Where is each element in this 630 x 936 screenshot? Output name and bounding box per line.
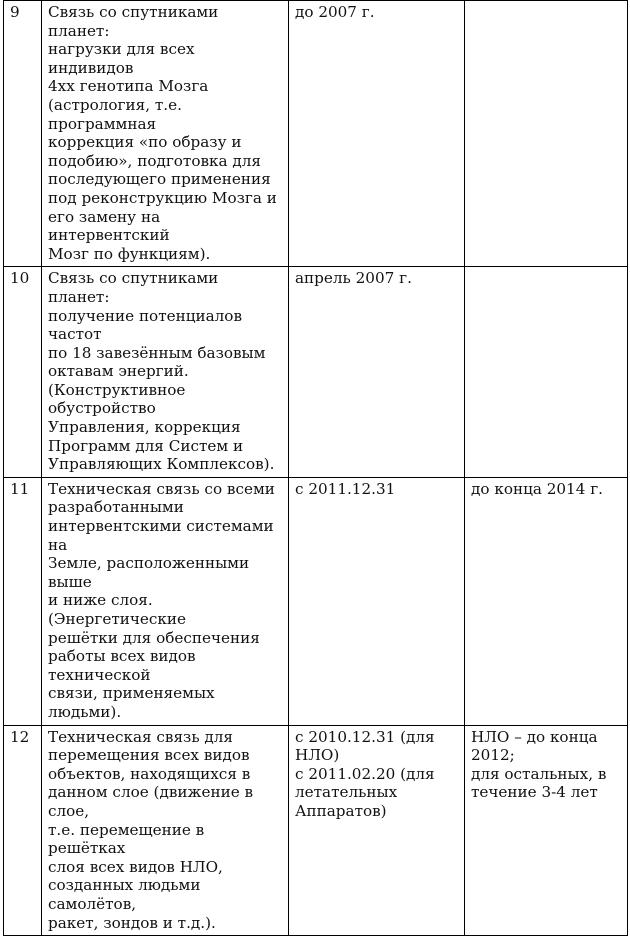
row-start-date: с 2010.12.31 (для НЛО) с 2011.02.20 (для летательных Аппаратов): [289, 725, 465, 936]
table-row: [4, 267, 628, 478]
row-number: 10: [4, 267, 42, 478]
row-number: 11: [4, 477, 42, 725]
schedule-table: [3, 0, 628, 936]
row-end-date: до конца 2014 г.: [465, 477, 628, 725]
table-row: [4, 725, 628, 936]
row-description: Техническая связь для перемещения всех видов объектов, находящихся в данном слое (движение в слое, т.е. перемещение в решётках слоя всех видов НЛО, созданных людьми самолётов, ракет, зондов и т.д.).: [42, 725, 289, 936]
row-start-date: апрель 2007 г.: [289, 267, 465, 478]
row-end-date: [465, 267, 628, 478]
table-row: [4, 1, 628, 267]
row-description: Техническая связь со всеми разработанными интервентскими системами на Земле, расположенными выше и ниже слоя. (Энергетические решётки для обеспечения работы всех видов технической связи, применяемых людьми).: [42, 477, 289, 725]
row-start-date: с 2011.12.31: [289, 477, 465, 725]
row-description: Связь со спутниками планет: нагрузки для всех индивидов 4хх генотипа Мозга (астрология, т.е. программная коррекция «по образу и подобию», подготовка для последующего применения под реконструкцию Мозга и его замену на интервентский Мозг по функциям).: [42, 1, 289, 267]
row-start-date: до 2007 г.: [289, 1, 465, 267]
row-end-date: [465, 1, 628, 267]
row-number: 12: [4, 725, 42, 936]
row-number: 9: [4, 1, 42, 267]
row-end-date: НЛО – до конца 2012; для остальных, в течение 3-4 лет: [465, 725, 628, 936]
row-description: Связь со спутниками планет: получение потенциалов частот по 18 завезённым базовым октавам энергий. (Конструктивное обустройство Управления, коррекция Программ для Систем и Управляющих Комплексов).: [42, 267, 289, 478]
table-row: [4, 477, 628, 725]
